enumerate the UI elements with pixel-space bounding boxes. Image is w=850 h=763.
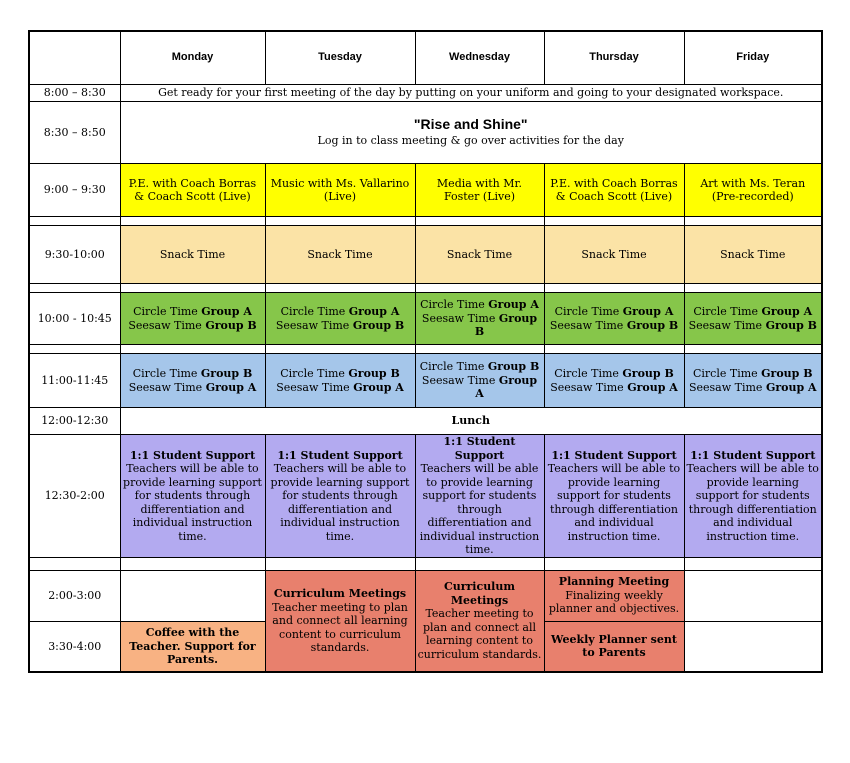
group-label: Group B [348, 367, 400, 380]
row-specials [29, 164, 822, 217]
rise-cell [120, 102, 822, 164]
support-title: 1:1 Student Support [690, 448, 816, 462]
block2-wednesday [415, 354, 544, 408]
group-label: Group B [626, 318, 679, 332]
row-block1 [29, 293, 822, 345]
group-label: Group B [205, 318, 257, 332]
block1-monday [120, 293, 265, 345]
ready-cell: Get ready for your first meeting of the day by putting on your uniform and going to your designated workspace. [120, 85, 822, 102]
specials-wednesday: Media with Mr. Foster (Live) [415, 164, 544, 217]
snack-monday: Snack Time [120, 226, 265, 284]
coffee-text: Coffee with the Teacher. Support for Parents. [129, 626, 256, 666]
support-thursday [544, 435, 684, 558]
support-body: Teachers will be able to provide learning support for students through differentiation and individual instruction time. [547, 462, 681, 543]
curriculum-body: Teacher meeting to plan and connect all learning content to curriculum standards. [272, 600, 408, 654]
row-rise [29, 102, 822, 164]
header-row [29, 31, 822, 85]
group-label: Group A [201, 305, 252, 318]
seesaw-time-label: Seesaw Time [688, 318, 766, 332]
support-wednesday [415, 435, 544, 558]
support-monday [120, 435, 265, 558]
time-label: 10:00 - 10:45 [29, 293, 120, 345]
row-block2 [29, 354, 822, 408]
time-label: 9:30-10:00 [29, 226, 120, 284]
seesaw-time-label: Seesaw Time [128, 318, 206, 332]
block1-thursday [544, 293, 684, 345]
time-label: 11:00-11:45 [29, 354, 120, 408]
row-afternoon [29, 570, 822, 621]
group-label: Group B [487, 360, 540, 374]
coffee-monday [120, 621, 265, 672]
time-label: 8:30 – 8:50 [29, 102, 120, 164]
group-label: Group A [353, 380, 404, 394]
curriculum-title: Curriculum Meetings [443, 580, 516, 607]
block2-tuesday [265, 354, 415, 408]
group-label: Group B [474, 311, 538, 339]
seesaw-time-label: Seesaw Time [688, 380, 766, 394]
empty-cell [684, 570, 822, 621]
row-snack [29, 226, 822, 284]
support-title: 1:1 Student Support [277, 448, 403, 462]
time-label: 12:00-12:30 [29, 408, 120, 435]
curriculum-wednesday [415, 570, 544, 672]
snack-wednesday: Snack Time [415, 226, 544, 284]
group-label: Group B [200, 367, 253, 380]
group-label: Group A [475, 373, 538, 401]
group-label: Group A [761, 305, 813, 318]
weekly-planner-text: Weekly Planner sent to Parents [551, 632, 677, 660]
support-body: Teachers will be able to provide learning support for students through differentiation and individual instruction time. [686, 462, 819, 543]
seesaw-time-label: Seesaw Time [276, 380, 354, 394]
support-body: Teachers will be able to provide learning support for students through differentiation and individual instruction time. [419, 462, 540, 556]
day-header-wednesday: Wednesday [415, 31, 544, 85]
time-label: 3:30-4:00 [29, 621, 120, 672]
curriculum-title: Curriculum Meetings [273, 587, 407, 600]
schedule-table [28, 30, 823, 673]
row-lunch [29, 408, 822, 435]
support-tuesday [265, 435, 415, 558]
empty-cell [120, 570, 265, 621]
time-label: 12:30-2:00 [29, 435, 120, 558]
spacer-row [29, 345, 822, 354]
day-header-friday: Friday [684, 31, 822, 85]
circle-time-label: Circle Time [692, 367, 762, 380]
snack-tuesday: Snack Time [265, 226, 415, 284]
group-label: Group A [348, 305, 400, 318]
block2-thursday [544, 354, 684, 408]
group-label: Group B [765, 318, 817, 332]
time-label: 9:00 – 9:30 [29, 164, 120, 217]
row-ready [29, 85, 822, 102]
support-title: 1:1 Student Support [443, 435, 516, 462]
seesaw-time-label: Seesaw Time [421, 373, 499, 387]
circle-time-label: Circle Time [133, 305, 202, 318]
circle-time-label: Circle Time [280, 367, 349, 380]
circle-time-label: Circle Time [420, 298, 489, 312]
circle-time-label: Circle Time [419, 360, 488, 374]
seesaw-time-label: Seesaw Time [549, 318, 627, 332]
seesaw-time-label: Seesaw Time [550, 380, 628, 394]
weekly-planner-thursday [544, 621, 684, 672]
curriculum-tuesday [265, 570, 415, 672]
spacer-row [29, 284, 822, 293]
day-header-tuesday: Tuesday [265, 31, 415, 85]
day-header-thursday: Thursday [544, 31, 684, 85]
planning-thursday [544, 570, 684, 621]
block2-monday [120, 354, 265, 408]
group-label: Group A [622, 305, 674, 318]
group-label: Group B [352, 318, 405, 332]
support-friday [684, 435, 822, 558]
circle-time-label: Circle Time [693, 305, 762, 318]
group-label: Group A [205, 380, 257, 394]
circle-time-label: Circle Time [132, 367, 201, 380]
seesaw-time-label: Seesaw Time [421, 311, 499, 325]
group-label: Group B [622, 367, 674, 380]
group-label: Group A [488, 298, 539, 312]
curriculum-body: Teacher meeting to plan and connect all learning content to curriculum standards. [417, 607, 542, 661]
snack-friday: Snack Time [684, 226, 822, 284]
specials-friday: Art with Ms. Teran (Pre-recorded) [684, 164, 822, 217]
corner-cell [29, 31, 120, 85]
group-label: Group A [627, 380, 678, 394]
rise-title: "Rise and Shine" [413, 115, 528, 132]
block1-wednesday [415, 293, 544, 345]
time-label: 8:00 – 8:30 [29, 85, 120, 102]
block2-friday [684, 354, 822, 408]
seesaw-time-label: Seesaw Time [128, 380, 206, 394]
seesaw-time-label: Seesaw Time [275, 318, 353, 332]
row-support [29, 435, 822, 558]
support-title: 1:1 Student Support [551, 448, 677, 462]
lunch-cell: Lunch [120, 408, 822, 435]
support-title: 1:1 Student Support [129, 448, 256, 462]
block1-tuesday [265, 293, 415, 345]
snack-thursday: Snack Time [544, 226, 684, 284]
circle-time-label: Circle Time [554, 305, 623, 318]
group-label: Group B [761, 367, 813, 380]
day-header-monday: Monday [120, 31, 265, 85]
spacer-row [29, 557, 822, 570]
planning-title: Planning Meeting [558, 575, 670, 589]
specials-monday: P.E. with Coach Borras & Coach Scott (Live) [120, 164, 265, 217]
time-label: 2:00-3:00 [29, 570, 120, 621]
circle-time-label: Circle Time [280, 305, 349, 318]
spacer-row [29, 217, 822, 226]
group-label: Group A [765, 380, 817, 394]
specials-tuesday: Music with Ms. Vallarino (Live) [265, 164, 415, 217]
support-body: Teachers will be able to provide learning support for students through differentiation and individual instruction time. [270, 462, 410, 543]
specials-thursday: P.E. with Coach Borras & Coach Scott (Live) [544, 164, 684, 217]
planning-body: Finalizing weekly planner and objectives. [548, 588, 680, 616]
rise-subtitle: Log in to class meeting & go over activities for the day [317, 134, 624, 147]
empty-cell [684, 621, 822, 672]
support-body: Teachers will be able to provide learning support for students through differentiation and individual instruction time. [123, 462, 262, 543]
circle-time-label: Circle Time [554, 367, 623, 380]
block1-friday [684, 293, 822, 345]
